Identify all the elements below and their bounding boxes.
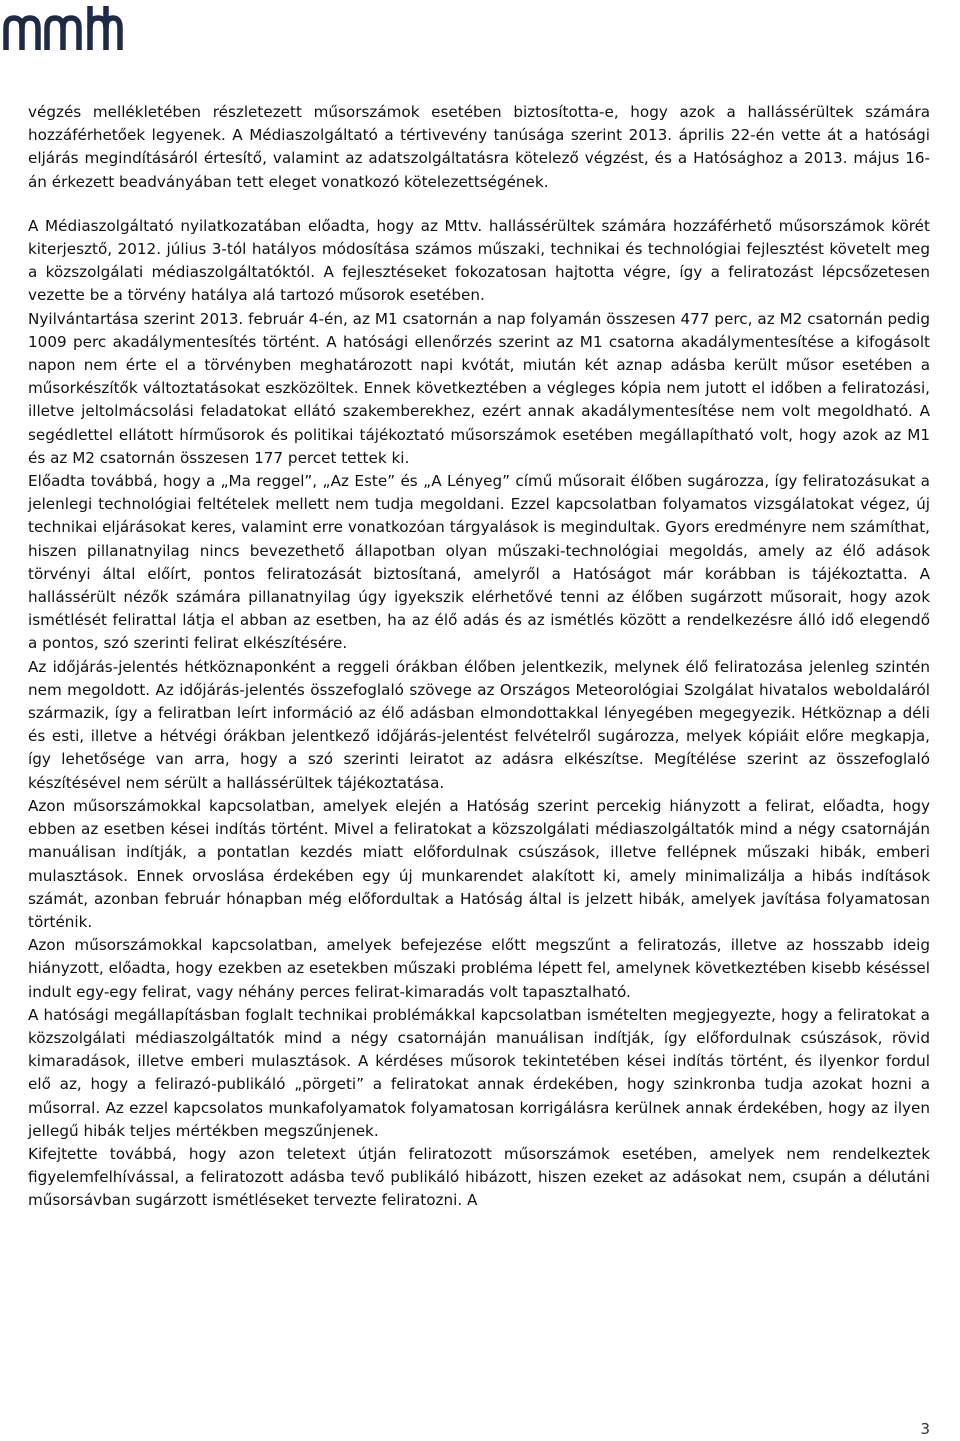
paragraph-3: Nyilvántartása szerint 2013. február 4-én, az M1 csatornán a nap folyamán összesen 477 perc, az M2 csatornán pedig 1009 perc akadálymentesítés történt. A hatósági ellenőrzés szerint az M1 csatorna akadálymentesítése a kifogásolt napon nem érte el a törvényben meghatározott napi kvótát, miután két aznap adásba került műsor esetében a műsorkészítők változtatásokat eszközöltek. Ennek következtében a végleges kópia nem jutott el időben a feliratozási, illetve jeltolmácsolási feladatokat ellátó szakemberekhez, ezért annak akadálymentesítése nem volt megoldható. A segédlettel ellátott hírműsorok és politikai tájékoztató műsorszámok esetében megállapítható volt, hogy azok az M1 és az M2 csatornán összesen 177 percet tettek ki. <box>28 309 930 467</box>
paragraph-2: A Médiaszolgáltató nyilatkozatában előadta, hogy az Mttv. hallássérültek számára hozzáférhető műsorszámok körét kiterjesztő, 2012. július 3-tól hatályos módosítása számos műszaki, technikai és technológiai fejlesztést követelt meg a közszolgálati médiaszolgáltatóktól. A fejlesztéseket fokozatosan hajtotta végre, így a feliratozást lépcsőzetesen vezette be a törvény hatálya alá tartozó műsorok esetében. <box>28 216 930 305</box>
paragraph-7: Azon műsorszámokkal kapcsolatban, amelyek befejezése előtt megszűnt a feliratozás, illetve az hosszabb ideig hiányzott, előadta, hogy ezekben az esetekben műszaki probléma lépett fel, amelynek következtében kisebb késéssel indult egy-egy felirat, vagy néhány perces felirat-kimaradás volt tapasztalható. <box>28 936 930 1001</box>
paragraph-8: A hatósági megállapításban foglalt technikai problémákkal kapcsolatban ismételten megjegyezte, hogy a feliratokat a közszolgálati médiaszolgáltatók mind a négy csatornáján manuálisan indítják, így előfordulnak csúszások, rövid kimaradások, illetve emberi mulasztások. A kérdéses műsorok tekintetében kései indítás történt, és ilyenkor fordul elő az, hogy a felirazó-publikáló „pörgeti” a feliratokat annak érdekében, hogy szinkronba tudja azokat hozni a műsorral. Az ezzel kapcsolatos munkafolyamatok folyamatosan korrigálásra kerülnek annak érdekében, hogy az ilyen jellegű hibák teljes mértékben megszűnjenek. <box>28 1005 930 1140</box>
page-number: 3 <box>920 1420 930 1438</box>
paragraph-4: Előadta továbbá, hogy a „Ma reggel”, „Az Este” és „A Lényeg” című műsorait élőben sugározza, így feliratozásukat a jelenlegi technológiai feltételek mellett nem tudja megoldani. Ezzel kapcsolatban folyamatos vizsgálatokat végez, új technikai eljárásokat keres, valamint erre vonatkozóan tárgyalások is megindultak. Gyors eredményre nem számíthat, hiszen pillanatnyilag nincs bevezethető állapotban olyan műszaki-technológiai megoldás, amely az élő adások törvényi által előírt, pontos feliratozását biztosítaná, amelyről a Hatóságot már korábban is tájékoztatta. A hallássérült nézők számára pillanatnyilag úgy igyekszik elérhetővé tenni az élőben sugárzott műsorait, hogy azok ismétlését felirattal látja el abban az esetben, ha az élő adás és az ismétlés között a rendelkezésre álló idő elegendő a pontos, szó szerinti felirat elkészítésére. <box>28 472 930 653</box>
document-body <box>28 101 930 1213</box>
paragraph-1: végzés mellékletében részletezett műsorszámok esetében biztosította-e, hogy azok a hallássérültek számára hozzáférhetőek legyenek. A Médiaszolgáltató a tértivevény tanúsága szerint 2013. április 22-én vette át a hatósági eljárás megindításáról értesítő, valamint az adatszolgáltatásra kötelező végzést, és a Hatósághoz a 2013. május 16-án érkezett beadványában tett eleget vonatkozó kötelezettségének. <box>28 103 930 191</box>
mmh-logo-icon <box>0 0 130 62</box>
paragraph-5: Az időjárás-jelentés hétköznaponként a reggeli órákban élőben jelentkezik, melynek élő feliratozása jelenleg szintén nem megoldott. Az időjárás-jelentés összefoglaló szövege az Országos Meteorológiai Szolgálat hivatalos weboldaláról származik, így a feliratban leírt információ az élő adásban elmondottakkal lényegében megegyezik. Hétköznap a déli és esti, illetve a hétvégi órákban jelentkező időjárás-jelentést felvételről sugározza, melyek kópiáit előre megkapja, így lehetősége van arra, hogy a szó szerinti leiratot az adásra elkészítse. Megítélése szerint az összefoglaló készítésével nem sérült a hallássérültek tájékoztatása. <box>28 657 930 792</box>
paragraph-6: Azon műsorszámokkal kapcsolatban, amelyek elején a Hatóság szerint percekig hiányzott a felirat, előadta, hogy ebben az esetben kései indítás történt. Mivel a feliratokat a közszolgálati médiaszolgáltatók mind a négy csatornáján manuálisan indítják, a pontatlan kezdés miatt előfordulnak csúszások, illetve fellépnek műszaki hibák, emberi mulasztások. Ennek orvoslása érdekében egy új munkarendet alakított ki, amely minimalizálja a hibás indítások számát, azonban február hónapban még előfordultak a Hatóság által is jelzett hibák, amelyek javítása folyamatosan történik. <box>28 796 930 931</box>
paragraph-9: Kifejtette továbbá, hogy azon teletext útján feliratozott műsorszámok esetében, amelyek nem rendelkeztek figyelemfelhívással, a feliratozott adásba tevő publikáló hibázott, hiszen ezeket az adásokat nem, csupán a délutáni műsorsávban sugárzott ismétléseket tervezte feliratozni. A <box>28 1144 930 1210</box>
